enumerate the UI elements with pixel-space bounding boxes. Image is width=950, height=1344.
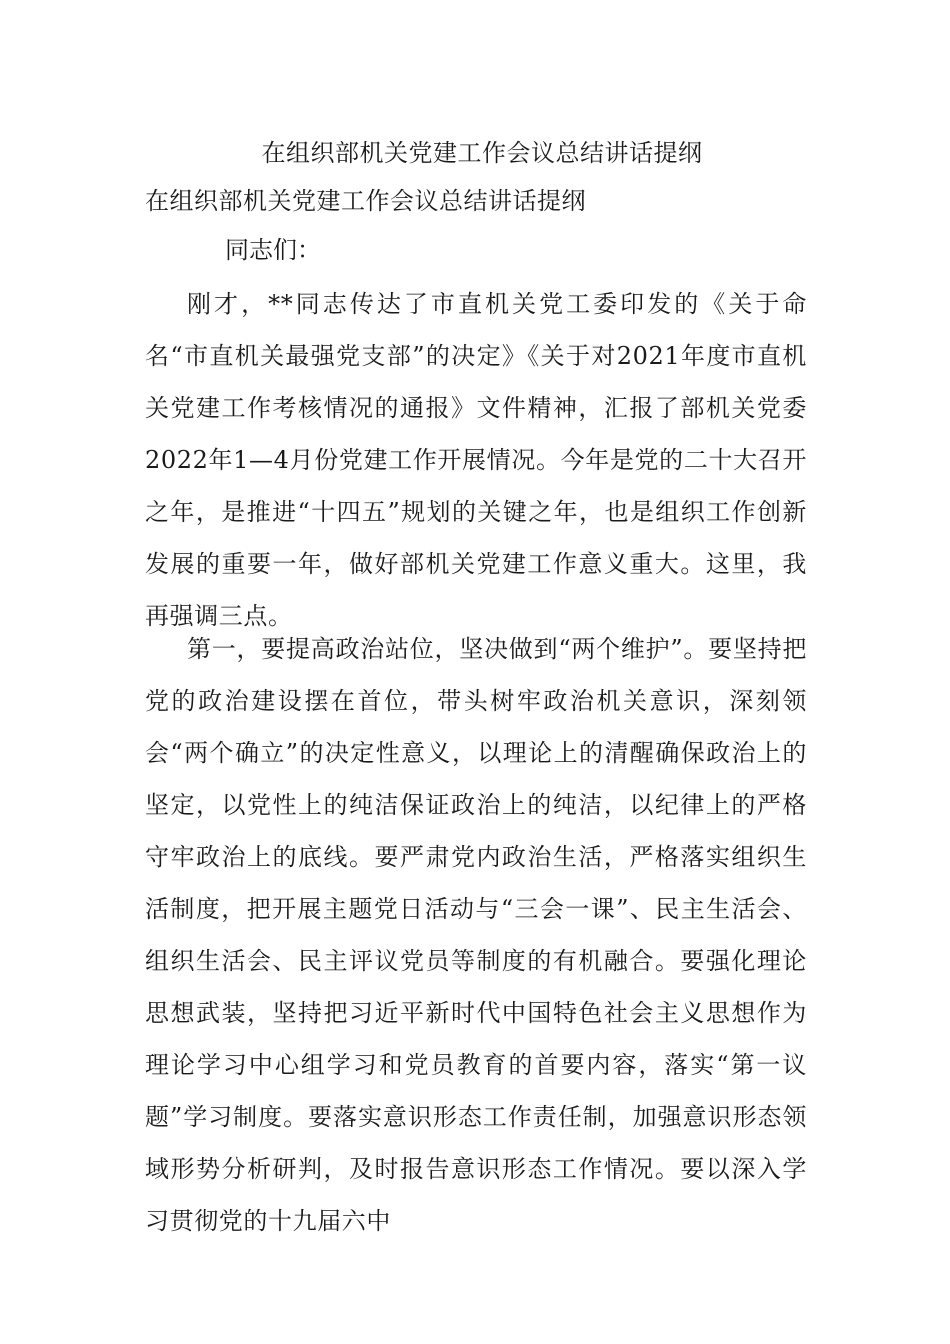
salutation: 同志们： — [225, 236, 321, 264]
paragraph-intro: 刚才，**同志传达了市直机关党工委印发的《关于命名“市直机关最强党支部”的决定》《关于对2021年度市直机关党建工作考核情况的通报》文件精神，汇报了部机关党委2022年1—4月份党建工作开展情况。今年是党的二十大召开之年，是推进“十四五”规划的关键之年，也是组织工作创新发展的重要一年，做好部机关党建工作意义重大。这里，我再强调三点。 — [145, 290, 807, 630]
document-title: 在组织部机关党建工作会议总结讲话提纲 — [261, 139, 703, 167]
document-subtitle: 在组织部机关党建工作会议总结讲话提纲 — [145, 187, 586, 215]
paragraph-point-one: 第一，要提高政治站位，坚决做到“两个维护”。要坚持把党的政治建设摆在首位，带头树牢政治机关意识，深刻领会“两个确立”的决定性意义，以理论上的清醒确保政治上的坚定，以党性上的纯洁保证政治上的纯洁，以纪律上的严格守牢政治上的底线。要严肃党内政治生活，严格落实组织生活制度，把开展主题党日活动与“三会一课”、民主生活会、组织生活会、民主评议党员等制度的有机融合。要强化理论思想武装，坚持把习近平新时代中国特色社会主义思想作为理论学习中心组学习和党员教育的首要内容，落实“第一议题”学习制度。要落实意识形态工作责任制，加强意识形态领域形势分析研判，及时报告意识形态工作情况。要以深入学习贯彻党的十九届六中 — [145, 635, 807, 1235]
